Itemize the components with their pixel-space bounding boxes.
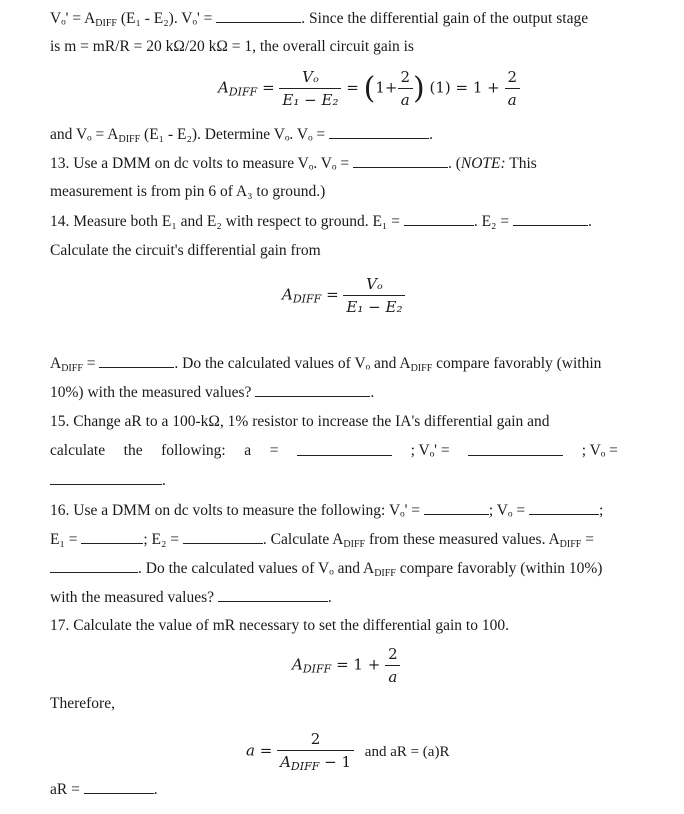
question-15-calc: calculate the following: a = ; Vₒ' = ; Vₒ =	[50, 442, 618, 459]
question-16-line-4: with the measured values? .	[50, 589, 332, 606]
compare-blank-2[interactable]	[218, 589, 328, 602]
e1-meas-blank[interactable]	[81, 531, 143, 544]
intro-line-2: is m = mR/R = 20 kΩ/20 kΩ = 1, the overall circuit gain is	[50, 38, 414, 55]
question-13: 13. Use a DMM on dc volts to measure Vₒ. Vₒ = . (NOTE: This	[50, 155, 537, 172]
ar-blank[interactable]	[84, 781, 154, 794]
adiff-meas-blank[interactable]	[50, 560, 138, 573]
question-14-adiff: $A_{DIFF}$ = . Do the calculated values of Vₒ and $A_{DIFF}$ compare favorably (within	[50, 355, 602, 374]
vo-measured-blank[interactable]	[353, 155, 448, 168]
therefore-label: Therefore,	[50, 695, 115, 712]
intro-line-1: $V_o' = A_{DIFF}$ (E₁ - E₂). Vₒ' = . Since the differential gain of the output stage	[50, 10, 589, 29]
question-16: 16. Use a DMM on dc volts to measure the following: Vₒ' = ; Vₒ = ;	[50, 502, 604, 519]
vo-meas-blank[interactable]	[529, 502, 599, 515]
question-15: 15. Change aR to a 100-kΩ, 1% resistor to increase the IA's differential gain and	[50, 413, 550, 430]
question-16-line-3: . Do the calculated values of Vₒ and $A_{DIFF}$ compare favorably (within 10%)	[50, 560, 602, 579]
question-14: 14. Measure both E₁ and E₂ with respect to ground. E₁ = . E₂ = .	[50, 213, 592, 230]
gain-equation-1: $A_{DIFF}$ = $\frac{\text{Vₒ}}{\text{E₁ − E₂}}$ = (1+ $\frac{2}{a}$ ) (1) = 1 + $\frac{2}{a}$	[218, 68, 520, 109]
vo-blank[interactable]	[329, 126, 429, 139]
e1-blank[interactable]	[404, 213, 474, 226]
final-answer: aR = .	[50, 781, 158, 798]
e2-blank[interactable]	[513, 213, 588, 226]
vo-calc-blank[interactable]	[50, 472, 162, 485]
gain-equation-2: $A_{DIFF}$ = $\frac{\text{Vₒ}}{\text{E₁ − E₂}}$	[282, 275, 405, 316]
question-17: 17. Calculate the value of mR necessary to set the differential gain to 100.	[50, 617, 509, 634]
vo-prime-meas-blank[interactable]	[424, 502, 489, 515]
vo-prime-calc-blank[interactable]	[468, 443, 563, 456]
question-14-compare: 10%) with the measured values? .	[50, 384, 375, 401]
a-equation: a = $\frac{2}{A_{DIFF} - 1}$ and aR = (a)R	[246, 730, 450, 773]
vo-over-e-fraction: $\frac{\text{Vₒ}}{\text{E₁ − E₂}}$	[279, 68, 341, 109]
compare-blank-1[interactable]	[255, 384, 370, 397]
question-15-vo: .	[50, 472, 166, 489]
question-16-line-2: E₁ = ; E₂ = . Calculate $A_{DIFF}$ from these measured values. $A_{DIFF}$ =	[50, 531, 594, 550]
question-13-cont: measurement is from pin 6 of A₃ to ground.)	[50, 183, 326, 200]
a-blank[interactable]	[297, 443, 392, 456]
adiff-blank[interactable]	[99, 355, 174, 368]
gain-equation-3: $A_{DIFF} = 1$ + $\frac{2}{a}$	[292, 645, 401, 686]
e2-meas-blank[interactable]	[183, 531, 263, 544]
vo-prime-blank[interactable]	[216, 10, 301, 23]
question-14-cont: Calculate the circuit's differential gain from	[50, 242, 321, 259]
intro-line-3: and $V_o = A_{DIFF}$ (E₁ - E₂). Determine Vₒ. Vₒ = .	[50, 126, 433, 145]
